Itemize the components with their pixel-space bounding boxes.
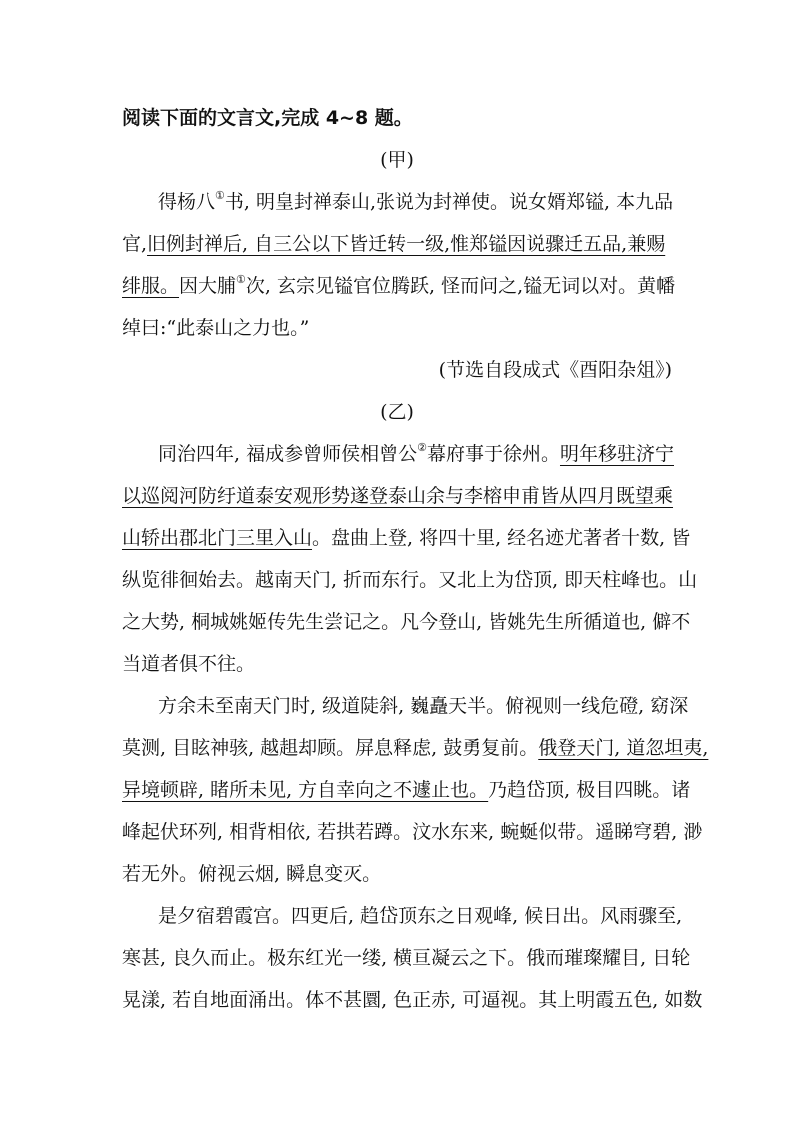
para3-line-2: 寒甚, 良久而止。极东红光一缕, 横亘凝云之下。俄而璀璨耀目, 日轮 [122, 947, 691, 969]
underlined-sentence-para2-end: 异境顿辟, 睹所未见, 方自幸向之不遽止也。 [122, 779, 489, 801]
underlined-sentence-yi: 明年移驻济宁 [559, 443, 674, 465]
jia-line-1: 得杨八①书, 明皇封禅泰山,张说为封禅使。说女婿郑镒, 本九品 [158, 188, 674, 213]
jia-line-4: 绰曰:“此泰山之力也。” [122, 317, 310, 339]
footnote-marker: ① [236, 272, 246, 286]
footnote-marker: ② [417, 440, 427, 454]
yi-line-4: 纵览徘徊始去。越南天门, 折而东行。又北上为岱顶, 即天柱峰也。山 [122, 569, 698, 591]
yi-line-2 [0, 482, 794, 510]
source-citation: (节选自段成式《酉阳杂俎》) [438, 359, 672, 381]
yi-line-6: 当道者俱不往。 [122, 653, 256, 675]
instruction-line: 阅读下面的文言文,完成 4~8 题。 [122, 107, 413, 129]
footnote-marker: ① [215, 188, 225, 202]
heading-jia: (甲) [380, 149, 414, 171]
yi-line-3: 山轿出郡北门三里入山。盘曲上登, 将四十里, 经名迹尤著者十数, 皆 [122, 527, 691, 549]
jia-line-3: 绯服。因大脯①次, 玄宗见镒官位腾跃, 怪而问之,镒无词以对。黄幡 [122, 272, 676, 297]
underlined-sentence-para2: 俄登天门, 道忽坦夷, [538, 737, 709, 759]
para2-line-5: 若无外。俯视云烟, 瞬息变灭。 [122, 863, 382, 885]
heading-yi: (乙) [380, 401, 414, 423]
yi-line-5: 之大势, 桐城姚姬传先生尝记之。凡今登山, 皆姚先生所循道也, 僻不 [122, 611, 691, 633]
underlined-sentence-yi-end: 山轿出郡北门三里入山 [122, 527, 313, 549]
para3-line-3: 晃漾, 若自地面涌出。体不甚圜, 色正赤, 可逼视。其上明霞五色, 如数 [122, 989, 703, 1011]
para2-line-4: 峰起伏环列, 相背相依, 若拱若蹲。汶水东来, 蜿蜒似带。遥睇穹碧, 渺 [122, 821, 703, 843]
jia-line-2: 官,旧例封禅后, 自三公以下皆迁转一级,惟郑镒因说骤迁五品,兼赐 [122, 233, 666, 255]
para2-line-3: 异境顿辟, 睹所未见, 方自幸向之不遽止也。乃趋岱顶, 极目四眺。诸 [122, 779, 691, 801]
yi-line-1: 同治四年, 福成参曾师侯相曾公②幕府事于徐州。明年移驻济宁 [158, 440, 674, 465]
underlined-sentence-yi-mid: 以巡阅河防纡道泰安观形势遂登泰山余与李榕申甫皆从四月既望乘 [122, 485, 674, 507]
underlined-sentence-jia-end: 绯服。 [122, 275, 180, 297]
para3-line-1: 是夕宿碧霞宫。四更后, 趋岱顶东之日观峰, 候日出。风雨骤至, [158, 905, 683, 927]
para2-line-2: 莫测, 目眩神骇, 越趄却顾。屏息释虑, 鼓勇复前。俄登天门, 道忽坦夷, [122, 737, 709, 759]
para2-line-1: 方余未至南天门时, 级道陡斜, 巍矗天半。俯视则一线危磴, 窈深 [158, 695, 689, 717]
underlined-sentence-jia: 旧例封禅后, 自三公以下皆迁转一级,惟郑镒因说骤迁五品,兼赐 [147, 233, 666, 255]
